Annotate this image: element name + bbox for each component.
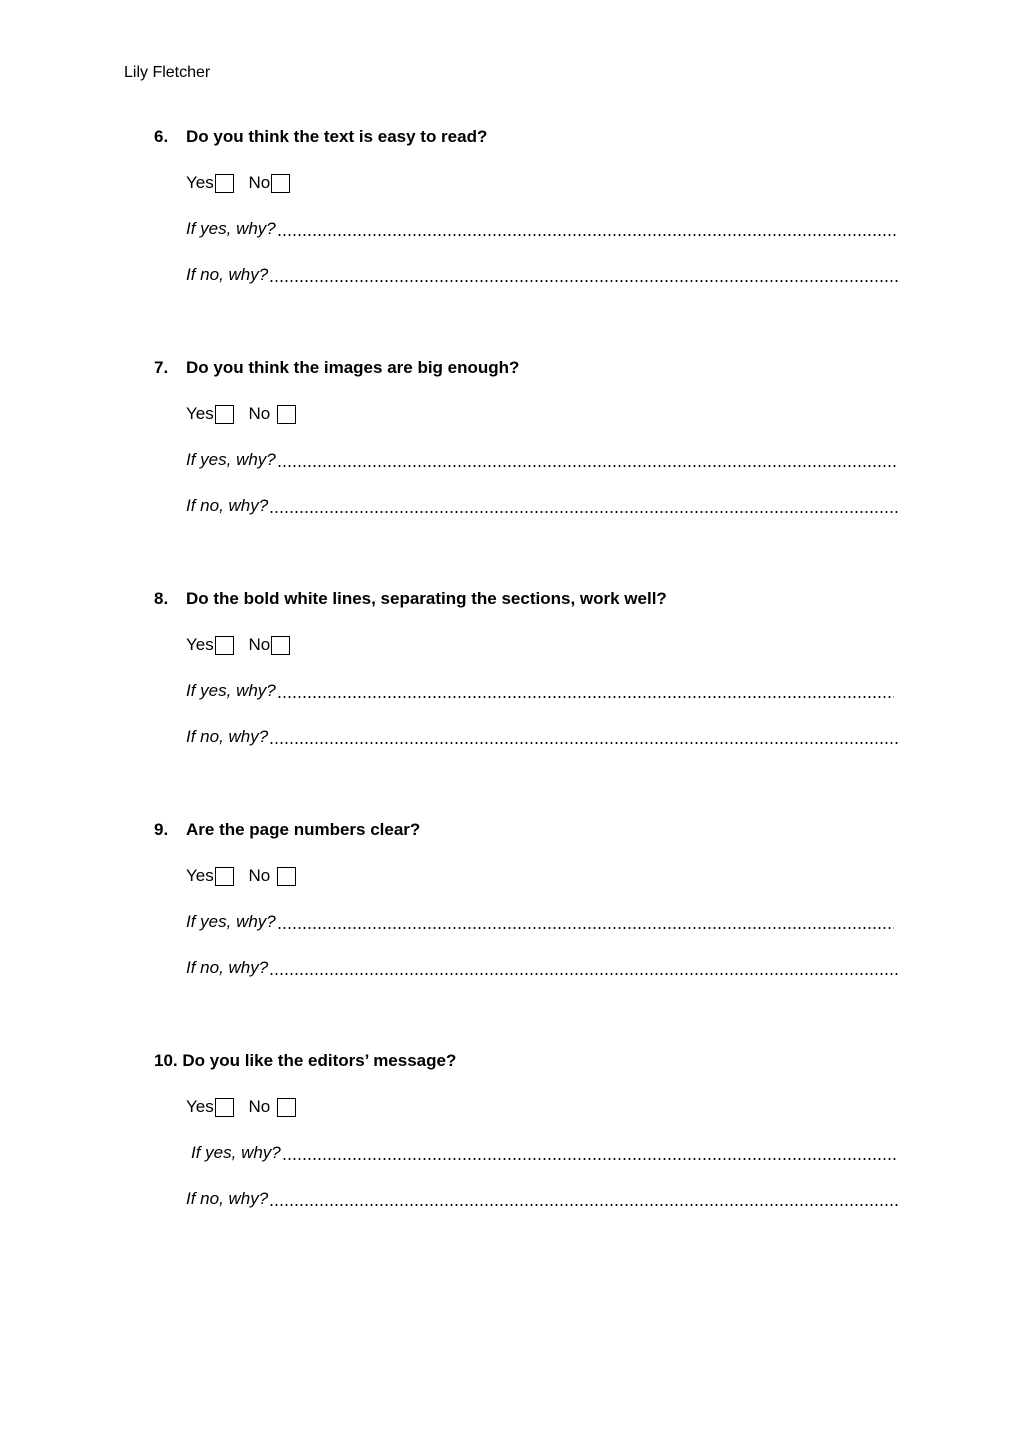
why-no-prompt: If no, why? — [186, 727, 269, 746]
question-text: Are the page numbers clear? — [186, 820, 421, 839]
why-yes-prompt: If yes, why? — [186, 450, 276, 469]
question-10 — [154, 1049, 914, 1249]
author-name: Lily Fletcher — [124, 64, 211, 81]
yes-checkbox[interactable] — [215, 867, 234, 886]
answer-fill-line[interactable] — [276, 679, 894, 703]
why-yes-line[interactable] — [191, 1141, 898, 1165]
no-label: No — [248, 866, 271, 885]
yes-option[interactable] — [186, 864, 234, 888]
yes-label: Yes — [186, 1097, 214, 1116]
answer-fill-line[interactable] — [276, 217, 898, 241]
no-label: No — [248, 173, 271, 192]
why-no-line[interactable] — [186, 494, 898, 518]
why-yes-prompt: If yes, why? — [191, 1143, 281, 1162]
answer-fill-line[interactable] — [268, 263, 898, 287]
no-checkbox[interactable] — [277, 1098, 296, 1117]
question-7 — [154, 356, 914, 556]
why-no-line[interactable] — [186, 1187, 898, 1211]
answer-fill-line[interactable] — [268, 956, 898, 980]
why-no-prompt: If no, why? — [186, 958, 269, 977]
answer-fill-line[interactable] — [276, 910, 894, 934]
yes-checkbox[interactable] — [215, 174, 234, 193]
question-number: 7. — [154, 358, 169, 377]
why-no-line[interactable] — [186, 263, 898, 287]
yes-label: Yes — [186, 635, 214, 654]
why-no-prompt: If no, why? — [186, 496, 269, 515]
yes-option[interactable] — [186, 171, 234, 195]
why-yes-prompt: If yes, why? — [186, 912, 276, 931]
yes-label: Yes — [186, 404, 214, 423]
no-option[interactable] — [248, 402, 296, 426]
answer-fill-line[interactable] — [281, 1141, 898, 1165]
why-yes-prompt: If yes, why? — [186, 219, 276, 238]
yes-label: Yes — [186, 173, 214, 192]
yes-checkbox[interactable] — [215, 405, 234, 424]
yes-checkbox[interactable] — [215, 636, 234, 655]
no-option[interactable] — [248, 171, 290, 195]
question-8 — [154, 587, 914, 787]
question-6 — [154, 125, 914, 325]
no-checkbox[interactable] — [271, 636, 290, 655]
answer-options — [186, 864, 306, 888]
answer-options — [186, 633, 300, 657]
no-option[interactable] — [248, 633, 290, 657]
why-yes-line[interactable] — [186, 217, 898, 241]
no-label: No — [248, 635, 271, 654]
no-checkbox[interactable] — [271, 174, 290, 193]
question-title — [154, 587, 667, 611]
why-no-line[interactable] — [186, 956, 898, 980]
answer-fill-line[interactable] — [268, 1187, 898, 1211]
question-number: 8. — [154, 589, 169, 608]
question-number: 9. — [154, 820, 169, 839]
question-text: Do you like the editors’ message? — [182, 1051, 457, 1070]
question-text: Do the bold white lines, separating the sections, work well? — [186, 589, 667, 608]
question-title — [154, 125, 487, 149]
no-label: No — [248, 404, 271, 423]
question-9 — [154, 818, 914, 1018]
question-number: 6. — [154, 127, 169, 146]
yes-label: Yes — [186, 866, 214, 885]
yes-option[interactable] — [186, 633, 234, 657]
question-title — [154, 356, 519, 380]
answer-options — [186, 1095, 306, 1119]
why-no-line[interactable] — [186, 725, 898, 749]
answer-fill-line[interactable] — [268, 494, 898, 518]
answer-fill-line[interactable] — [268, 725, 898, 749]
answer-options — [186, 402, 306, 426]
why-yes-line[interactable] — [186, 910, 894, 934]
question-number: 10. — [154, 1051, 178, 1070]
why-yes-line[interactable] — [186, 679, 894, 703]
question-title — [154, 818, 420, 842]
yes-option[interactable] — [186, 402, 234, 426]
question-title — [154, 1049, 456, 1073]
yes-checkbox[interactable] — [215, 1098, 234, 1117]
no-option[interactable] — [248, 1095, 296, 1119]
question-text: Do you think the text is easy to read? — [186, 127, 488, 146]
why-yes-line[interactable] — [186, 448, 898, 472]
question-text: Do you think the images are big enough? — [186, 358, 520, 377]
no-checkbox[interactable] — [277, 405, 296, 424]
answer-fill-line[interactable] — [276, 448, 898, 472]
why-yes-prompt: If yes, why? — [186, 681, 276, 700]
why-no-prompt: If no, why? — [186, 1189, 269, 1208]
no-checkbox[interactable] — [277, 867, 296, 886]
answer-options — [186, 171, 300, 195]
yes-option[interactable] — [186, 1095, 234, 1119]
why-no-prompt: If no, why? — [186, 265, 269, 284]
no-option[interactable] — [248, 864, 296, 888]
no-label: No — [248, 1097, 271, 1116]
